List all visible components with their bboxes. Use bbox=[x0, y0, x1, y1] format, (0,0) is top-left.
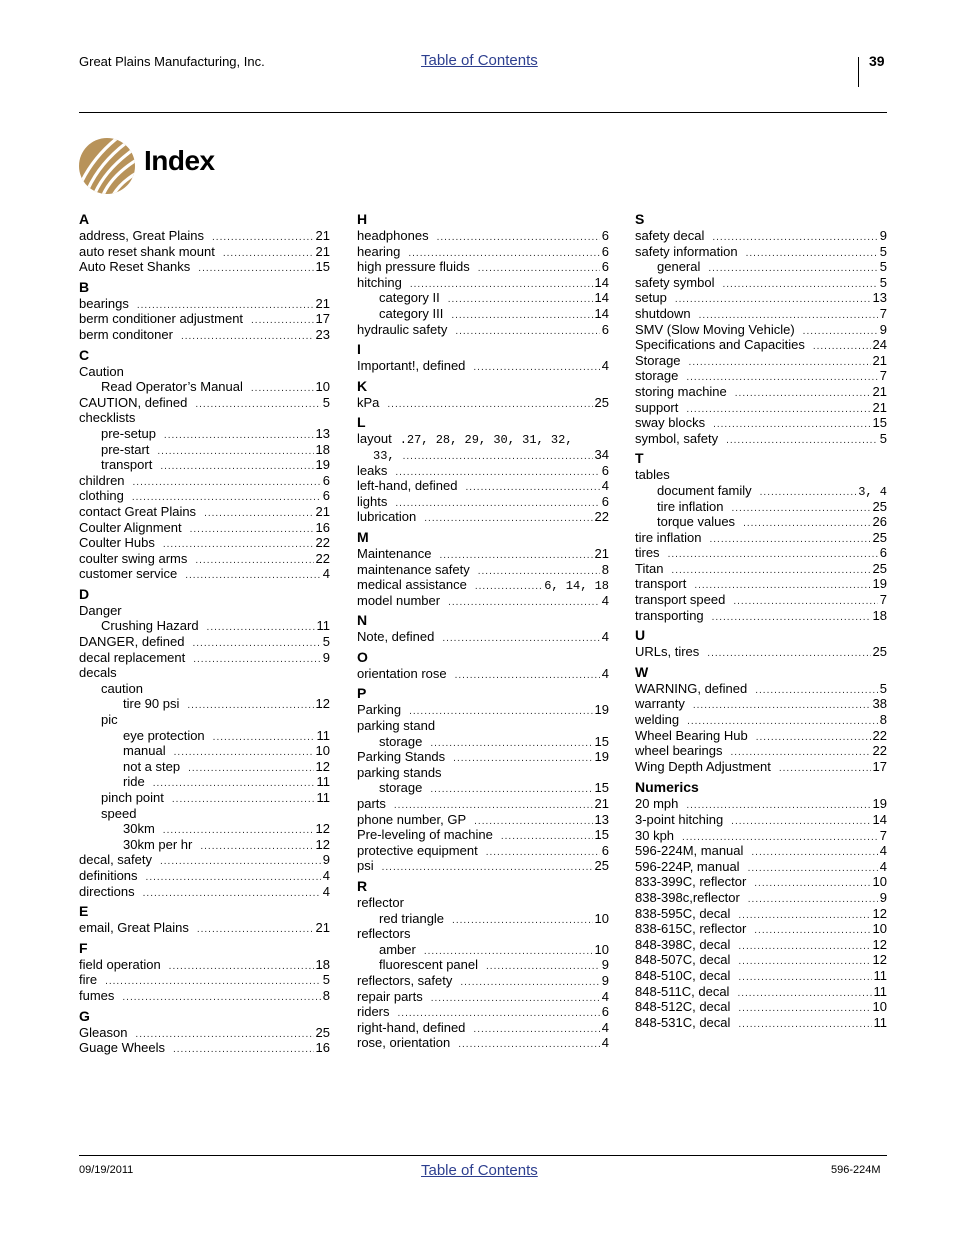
index-subentry: pre-start ..... 18 bbox=[79, 442, 330, 458]
index-entry: lubrication ..... 22 bbox=[357, 509, 609, 525]
index-entry: Coulter Hubs ..... 22 bbox=[79, 535, 330, 551]
index-entry: definitions ..... 4 bbox=[79, 868, 330, 884]
index-column-2 bbox=[357, 211, 609, 1051]
index-subentry: tire 90 psi ..... 12 bbox=[79, 696, 330, 712]
toc-link-top[interactable]: Table of Contents bbox=[421, 52, 538, 69]
index-entry: tires ..... 6 bbox=[635, 545, 887, 561]
index-subentry: document family ..... 3, 4 bbox=[635, 483, 887, 499]
index-entry: auto reset shank mount ..... 21 bbox=[79, 244, 330, 260]
index-entry: storing machine ..... 21 bbox=[635, 384, 887, 400]
index-entry: safety decal ..... 9 bbox=[635, 228, 887, 244]
index-letter-l: L bbox=[357, 414, 366, 431]
index-entry: phone number, GP ..... 13 bbox=[357, 812, 609, 828]
index-entry: repair parts ..... 4 bbox=[357, 989, 609, 1005]
index-entry: kPa ..... 25 bbox=[357, 395, 609, 411]
index-entry: parking stands bbox=[357, 764, 442, 780]
index-entry: parts ..... 21 bbox=[357, 796, 609, 812]
index-entry: 838-595C, decal ..... 12 bbox=[635, 906, 887, 922]
index-entry: 596-224M, manual ..... 4 bbox=[635, 843, 887, 859]
index-subentry: 30km per hr ..... 12 bbox=[79, 837, 330, 853]
index-subentry: pic bbox=[101, 712, 118, 728]
index-letter-n: N bbox=[357, 612, 368, 629]
index-entry: Wheel Bearing Hub ..... 22 bbox=[635, 728, 887, 744]
index-subentry: red triangle ..... 10 bbox=[357, 911, 609, 927]
index-entry: Titan ..... 25 bbox=[635, 561, 887, 577]
index-entry: Wing Depth Adjustment ..... 17 bbox=[635, 759, 887, 775]
index-entry: maintenance safety ..... 8 bbox=[357, 562, 609, 578]
index-entry: support ..... 21 bbox=[635, 400, 887, 416]
index-entry: 848-510C, decal ..... 11 bbox=[635, 968, 887, 984]
index-column-3 bbox=[635, 211, 887, 1030]
index-subentry: transport ..... 19 bbox=[79, 457, 330, 473]
great-plains-logo-icon bbox=[78, 137, 136, 195]
index-entry: customer service ..... 4 bbox=[79, 566, 330, 582]
index-entry: 33, ..... 34 bbox=[357, 447, 609, 463]
index-entry: Note, defined ..... 4 bbox=[357, 629, 609, 645]
index-subentry: category II ..... 14 bbox=[357, 290, 609, 306]
index-subentry: storage ..... 15 bbox=[357, 780, 609, 796]
index-column-1 bbox=[79, 211, 330, 1056]
index-letter-numerics: Numerics bbox=[635, 779, 699, 796]
index-letter-w: W bbox=[635, 663, 649, 680]
index-entry: directions ..... 4 bbox=[79, 884, 330, 900]
index-entry: sway blocks ..... 15 bbox=[635, 415, 887, 431]
index-entry: Guage Wheels ..... 16 bbox=[79, 1040, 330, 1056]
index-entry: Pre-leveling of machine ..... 15 bbox=[357, 827, 609, 843]
index-entry: email, Great Plains ..... 21 bbox=[79, 920, 330, 936]
index-letter-e: E bbox=[79, 903, 89, 920]
index-entry: URLs, tires ..... 25 bbox=[635, 644, 887, 660]
index-entry: Important!, defined ..... 4 bbox=[357, 358, 609, 374]
index-entry: 596-224P, manual ..... 4 bbox=[635, 859, 887, 875]
index-entry: field operation ..... 18 bbox=[79, 957, 330, 973]
index-entry: decal replacement ..... 9 bbox=[79, 650, 330, 666]
footer-doc-number: 596-224M bbox=[831, 1164, 881, 1176]
index-entry: 833-399C, reflector ..... 10 bbox=[635, 874, 887, 890]
index-subentry: pre-setup ..... 13 bbox=[79, 426, 330, 442]
index-letter-o: O bbox=[357, 648, 368, 665]
index-letter-m: M bbox=[357, 528, 369, 545]
index-entry: berm conditioner adjustment ..... 17 bbox=[79, 311, 330, 327]
page-number: 39 bbox=[869, 53, 885, 69]
index-entry: hearing ..... 6 bbox=[357, 244, 609, 260]
index-subentry: ride ..... 11 bbox=[79, 774, 330, 790]
index-entry: SMV (Slow Moving Vehicle) ..... 9 bbox=[635, 322, 887, 338]
index-entry: riders ..... 6 bbox=[357, 1004, 609, 1020]
index-entry: high pressure fluids ..... 6 bbox=[357, 259, 609, 275]
index-entry: medical assistance ..... 6, 14, 18 bbox=[357, 577, 609, 593]
index-entry: wheel bearings ..... 22 bbox=[635, 743, 887, 759]
index-entry: reflectors bbox=[357, 926, 411, 942]
index-entry: contact Great Plains ..... 21 bbox=[79, 504, 330, 520]
index-subentry: category III ..... 14 bbox=[357, 306, 609, 322]
index-entry: CAUTION, defined ..... 5 bbox=[79, 395, 330, 411]
index-entry: headphones ..... 6 bbox=[357, 228, 609, 244]
index-entry: 3-point hitching ..... 14 bbox=[635, 812, 887, 828]
index-entry: tire inflation ..... 25 bbox=[635, 530, 887, 546]
index-entry: layout .27, 28, 29, 30, 31, 32, bbox=[357, 431, 573, 447]
index-entry: fumes ..... 8 bbox=[79, 988, 330, 1004]
toc-link-bottom[interactable]: Table of Contents bbox=[421, 1162, 538, 1179]
index-entry: 838-398c,reflector ..... 9 bbox=[635, 890, 887, 906]
index-entry: clothing ..... 6 bbox=[79, 488, 330, 504]
index-entry: transport speed ..... 7 bbox=[635, 592, 887, 608]
index-entry: psi ..... 25 bbox=[357, 858, 609, 874]
index-entry: Parking Stands ..... 19 bbox=[357, 749, 609, 765]
index-entry: Gleason ..... 25 bbox=[79, 1025, 330, 1041]
header-rule bbox=[79, 112, 887, 113]
index-entry: symbol, safety ..... 5 bbox=[635, 431, 887, 447]
index-entry: berm conditoner ..... 23 bbox=[79, 327, 330, 343]
index-letter-f: F bbox=[79, 939, 88, 956]
index-subentry: storage ..... 15 bbox=[357, 734, 609, 750]
index-subentry: general ..... 5 bbox=[635, 259, 887, 275]
index-subentry: fluorescent panel ..... 9 bbox=[357, 957, 609, 973]
index-letter-t: T bbox=[635, 450, 644, 467]
page-title: Index bbox=[144, 145, 215, 176]
index-subentry: tire inflation ..... 25 bbox=[635, 499, 887, 515]
index-entry: warranty ..... 38 bbox=[635, 696, 887, 712]
index-entry: shutdown ..... 7 bbox=[635, 306, 887, 322]
index-entry: checklists bbox=[79, 410, 136, 426]
index-entry: parking stand bbox=[357, 718, 436, 734]
index-subentry: 30km ..... 12 bbox=[79, 821, 330, 837]
index-entry: tables bbox=[635, 467, 670, 483]
index-subentry: manual ..... 10 bbox=[79, 743, 330, 759]
index-entry: Specifications and Capacities ..... 24 bbox=[635, 337, 887, 353]
index-entry: setup ..... 13 bbox=[635, 290, 887, 306]
index-entry: protective equipment ..... 6 bbox=[357, 843, 609, 859]
index-subentry: pinch point ..... 11 bbox=[79, 790, 330, 806]
company-name: Great Plains Manufacturing, Inc. bbox=[79, 54, 265, 69]
index-subentry: not a step ..... 12 bbox=[79, 759, 330, 775]
index-entry: reflector bbox=[357, 895, 404, 910]
index-entry: Parking ..... 19 bbox=[357, 702, 609, 718]
index-entry: 848-512C, decal ..... 10 bbox=[635, 999, 887, 1015]
index-letter-a: A bbox=[79, 211, 90, 227]
index-subentry: Crushing Hazard ..... 11 bbox=[79, 618, 330, 634]
index-letter-r: R bbox=[357, 878, 368, 894]
index-subentry: eye protection ..... 11 bbox=[79, 728, 330, 744]
index-entry: coulter swing arms ..... 22 bbox=[79, 551, 330, 567]
index-entry: hitching ..... 14 bbox=[357, 275, 609, 291]
index-entry: Maintenance ..... 21 bbox=[357, 546, 609, 562]
index-subentry: caution bbox=[101, 680, 143, 696]
index-subentry: speed bbox=[101, 805, 137, 821]
index-entry: transport ..... 19 bbox=[635, 576, 887, 592]
index-entry: welding ..... 8 bbox=[635, 712, 887, 728]
index-letter-i: I bbox=[357, 341, 361, 358]
index-entry: 838-615C, reflector ..... 10 bbox=[635, 921, 887, 937]
index-letter-h: H bbox=[357, 211, 368, 227]
index-entry: right-hand, defined ..... 4 bbox=[357, 1020, 609, 1036]
index-subentry: Read Operator’s Manual ..... 10 bbox=[79, 379, 330, 395]
index-entry: safety information ..... 5 bbox=[635, 244, 887, 260]
index-entry: 30 kph ..... 7 bbox=[635, 828, 887, 844]
index-entry: decal, safety ..... 9 bbox=[79, 852, 330, 868]
index-subentry: amber ..... 10 bbox=[357, 942, 609, 958]
index-entry: storage ..... 7 bbox=[635, 368, 887, 384]
index-entry: rose, orientation ..... 4 bbox=[357, 1035, 609, 1051]
footer-date: 09/19/2011 bbox=[79, 1164, 134, 1176]
index-entry: 20 mph ..... 19 bbox=[635, 796, 887, 812]
index-entry: lights ..... 6 bbox=[357, 494, 609, 510]
index-entry: safety symbol ..... 5 bbox=[635, 275, 887, 291]
index-entry: Coulter Alignment ..... 16 bbox=[79, 520, 330, 536]
index-entry: Storage ..... 21 bbox=[635, 353, 887, 369]
index-entry: address, Great Plains ..... 21 bbox=[79, 228, 330, 244]
index-entry: DANGER, defined ..... 5 bbox=[79, 634, 330, 650]
index-entry: children ..... 6 bbox=[79, 473, 330, 489]
index-letter-c: C bbox=[79, 346, 90, 363]
index-entry: leaks ..... 6 bbox=[357, 463, 609, 479]
index-letter-b: B bbox=[79, 278, 90, 295]
index-entry: transporting ..... 18 bbox=[635, 608, 887, 624]
index-entry: orientation rose ..... 4 bbox=[357, 666, 609, 682]
index-entry: 848-511C, decal ..... 11 bbox=[635, 984, 887, 1000]
index-entry: hydraulic safety ..... 6 bbox=[357, 322, 609, 338]
index-entry: left-hand, defined ..... 4 bbox=[357, 478, 609, 494]
index-letter-k: K bbox=[357, 377, 368, 394]
index-entry: 848-507C, decal ..... 12 bbox=[635, 952, 887, 968]
index-letter-g: G bbox=[79, 1007, 90, 1024]
index-entry: 848-398C, decal ..... 12 bbox=[635, 937, 887, 953]
footer-rule bbox=[79, 1155, 887, 1156]
index-entry: bearings ..... 21 bbox=[79, 296, 330, 312]
index-entry: WARNING, defined ..... 5 bbox=[635, 681, 887, 697]
index-entry: reflectors, safety ..... 9 bbox=[357, 973, 609, 989]
index-letter-p: P bbox=[357, 685, 367, 702]
index-subentry: torque values ..... 26 bbox=[635, 514, 887, 530]
index-letter-s: S bbox=[635, 211, 645, 227]
index-letter-u: U bbox=[635, 627, 646, 644]
index-entry: decals bbox=[79, 665, 117, 681]
header-divider bbox=[858, 57, 859, 87]
index-entry: model number ..... 4 bbox=[357, 593, 609, 609]
index-entry: fire ..... 5 bbox=[79, 972, 330, 988]
index-entry: Auto Reset Shanks ..... 15 bbox=[79, 259, 330, 275]
index-entry: 848-531C, decal ..... 11 bbox=[635, 1015, 887, 1031]
index-entry: Danger bbox=[79, 602, 122, 618]
index-letter-d: D bbox=[79, 585, 90, 602]
index-entry: Caution bbox=[79, 363, 124, 379]
